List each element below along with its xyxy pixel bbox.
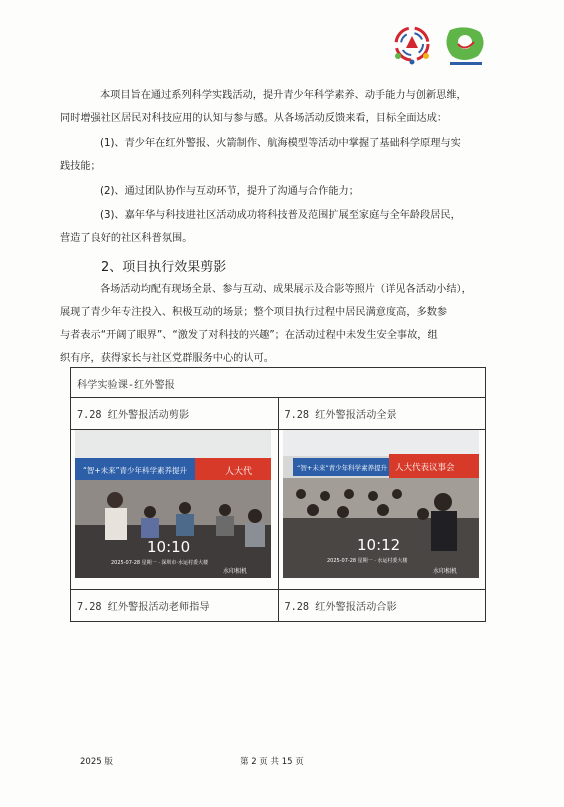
table-title: 科学实验课-红外警报 (71, 368, 486, 398)
goal-item-1-line-2: 践技能； (60, 161, 101, 172)
photo-meta-right: 2025-07-28 星期一 · 水运村委大楼 (326, 558, 407, 564)
side-text-right: 人大代表议事会 (394, 463, 455, 473)
effects-line-1: 各场活动均配有现场全景、参与互动、成果展示及合影等照片（详见各活动小结）， (100, 284, 472, 295)
goal-item-1 (60, 132, 482, 178)
effects-paragraph (60, 278, 482, 370)
caption-top-left: 7.28 红外警报活动剪影 (71, 398, 279, 430)
photo-time-left: 10:10 (147, 538, 191, 556)
activity-photo-left (75, 430, 271, 578)
photo-meta-left: 2025-07-28 星期一 · 深圳市·水运村委大楼 (111, 560, 209, 566)
goal-item-1-line-1: (1)、青少年在红外警报、火箭制作、航海模型等活动中掌握了基础科学原理与实 (100, 138, 461, 149)
goal-item-2-text: (2)、通过团队协作与互动环节，提升了沟通与合作能力； (100, 186, 359, 197)
photo-cell-left (71, 430, 279, 590)
green-community-logo-icon (446, 27, 483, 65)
watermark-right: 水印相机 (432, 568, 457, 575)
side-text-left: 人大代 (225, 467, 253, 477)
effects-line-4: 织有序，获得家长与社区党群服务中心的认可。 (60, 353, 274, 364)
goal-item-3-line-1: (3)、嘉年华与科技进社区活动成功将科技普及范围扩展至家庭与全年龄段居民， (100, 210, 461, 221)
effects-line-3: 与者表示“开阔了眼界”、“激发了对科技的兴趣”；在活动过程中未发生安全事故，组 (60, 330, 438, 341)
activity-photo-right (283, 430, 479, 578)
goal-item-3 (60, 204, 482, 250)
community-logo-icon (388, 22, 490, 72)
footer-page-number: 第 2 页 共 15 页 (240, 757, 304, 767)
section-heading: 2、项目执行效果剪影 (101, 260, 227, 275)
goal-item-3-line-2: 营造了良好的社区科普氛围。 (60, 233, 193, 244)
photo-cell-right (278, 430, 486, 590)
party-swirl-logo-icon (395, 28, 429, 65)
caption-bottom-left: 7.28 红外警报活动老师指导 (71, 590, 279, 622)
caption-bottom-right: 7.28 红外警报活动合影 (278, 590, 486, 622)
intro-paragraph (60, 84, 482, 130)
watermark-left: 水印相机 (223, 568, 248, 575)
intro-line-2: 同时增强社区居民对科技应用的认知与参与感。从各场活动反馈来看，目标全面达成： (60, 113, 448, 124)
header-logos (388, 22, 490, 72)
banner-text-left: “智+未来”青少年科学素养提升 (83, 466, 188, 475)
intro-line-1: 本项目旨在通过系列科学实践活动，提升青少年科学素养、动手能力与创新思维， (100, 90, 467, 101)
photo-table (70, 367, 486, 622)
banner-text-right: “智+未来”青少年科学素养提升 (296, 464, 387, 472)
caption-top-right: 7.28 红外警报活动全景 (278, 398, 486, 430)
goal-item-2 (80, 180, 482, 203)
footer-edition: 2025 版 (80, 757, 113, 767)
effects-line-2: 展现了青少年专注投入、积极互动的场景；整个项目执行过程中居民满意度高，多数参 (60, 307, 448, 318)
photo-time-right: 10:12 (356, 536, 400, 554)
